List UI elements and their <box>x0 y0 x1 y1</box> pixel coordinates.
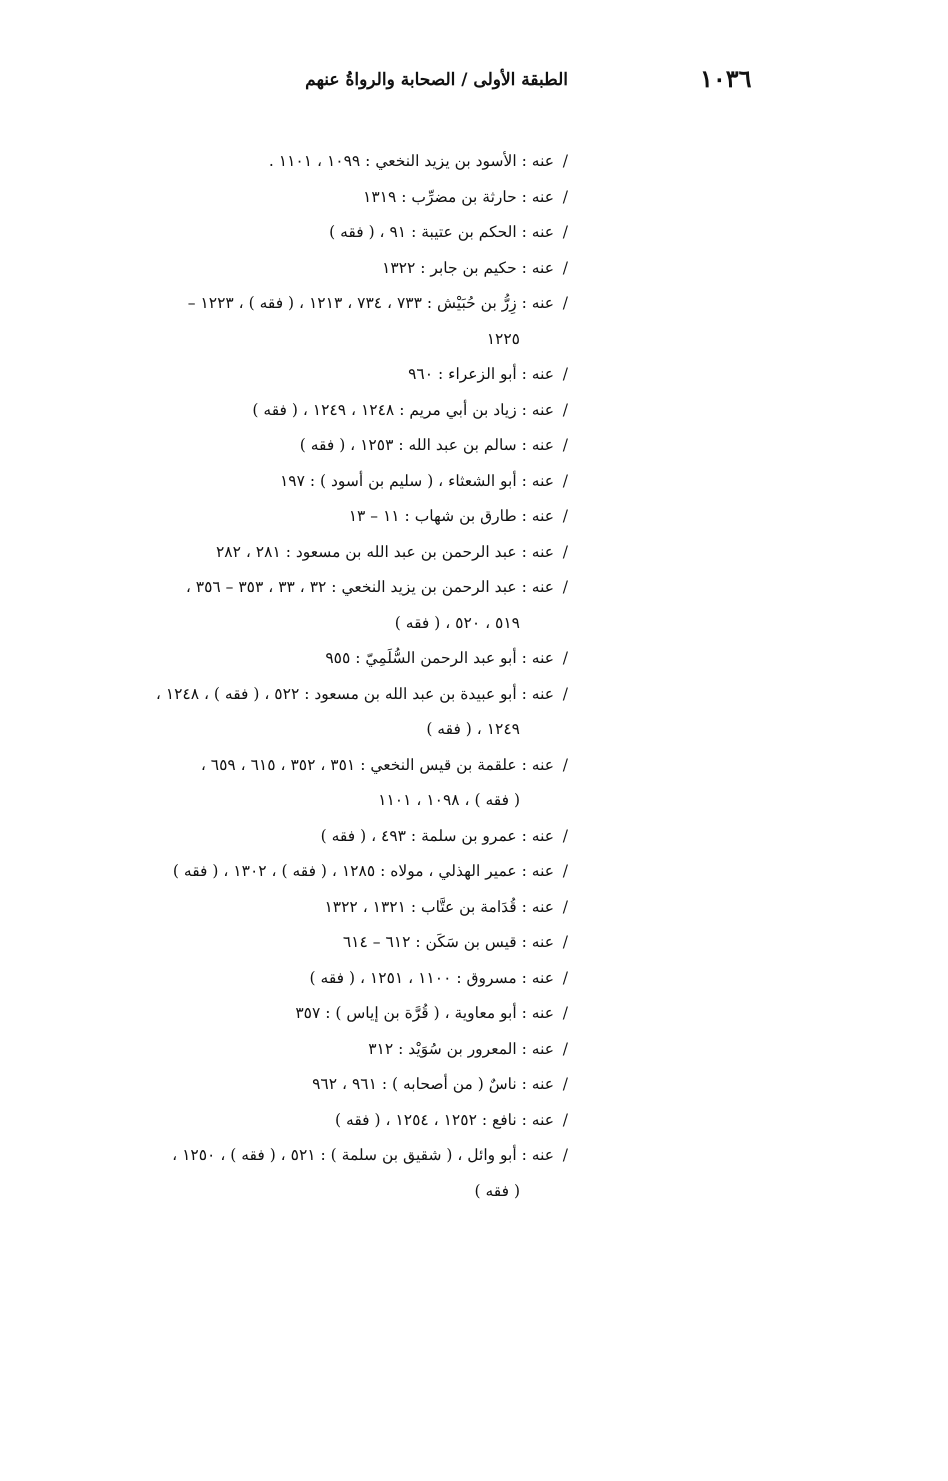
page-header <box>0 64 948 104</box>
entry-text: عنه : سالم بن عبد الله : ١٢٥٣ ، ( فقه ) <box>299 436 554 454</box>
entry-slash-marker: / <box>562 436 568 454</box>
entry-text: عنه : نافع : ١٢٥٢ ، ١٢٥٤ ، ( فقه ) <box>335 1110 554 1129</box>
entry-slash-marker: / <box>562 1110 568 1129</box>
index-entry <box>128 570 568 641</box>
index-entry <box>128 144 568 180</box>
page-number: ١٠٣٦ <box>700 64 752 93</box>
index-entry <box>128 286 568 357</box>
entry-slash-marker: / <box>562 258 568 277</box>
index-entry <box>128 854 568 890</box>
entry-text: عنه : علقمة بن قيس النخعي : ٣٥١ ، ٣٥٢ ، ٦١٥ ، ٦٥٩ ، <box>200 755 554 774</box>
index-entry <box>128 393 568 429</box>
entry-text: عنه : حكيم بن جابر : ١٣٢٢ <box>382 258 554 277</box>
entry-slash-marker: / <box>562 1039 568 1058</box>
entry-text: عنه : عبد الرحمن بن عبد الله بن مسعود : ٢٨١ ، ٢٨٢ <box>215 542 554 561</box>
entry-text: عنه : زياد بن أبي مريم : ١٢٤٨ ، ١٢٤٩ ، ( فقه ) <box>252 400 554 419</box>
entry-slash-marker: / <box>562 1146 568 1164</box>
entry-text: عنه : ناسٌ ( من أصحابه ) : ٩٦١ ، ٩٦٢ <box>312 1075 554 1093</box>
index-entry <box>128 748 568 819</box>
entry-slash-marker: / <box>562 223 568 241</box>
index-entry <box>128 215 568 251</box>
entry-text: عنه : قُدَامة بن عتَّاب : ١٣٢١ ، ١٣٢٢ <box>324 897 554 916</box>
entry-slash-marker: / <box>562 187 568 206</box>
entry-slash-marker: / <box>562 897 568 916</box>
index-entry <box>128 996 568 1032</box>
entry-slash-marker: / <box>562 826 568 845</box>
entry-text: عنه : أبو عبيدة بن عبد الله بن مسعود : ٥٢٢ ، ( فقه ) ، ١٢٤٨ ، <box>155 684 554 703</box>
index-entry <box>128 1067 568 1103</box>
entry-slash-marker: / <box>562 507 568 525</box>
entry-slash-marker: / <box>562 1075 568 1093</box>
index-entry <box>128 890 568 926</box>
index-entry <box>128 357 568 393</box>
entry-continuation-text: ١٢٤٩ ، ( فقه ) <box>426 720 520 738</box>
index-entry <box>128 1032 568 1068</box>
index-entry <box>128 464 568 500</box>
entry-text: عنه : المعرور بن سُوَيْد : ٣١٢ <box>368 1039 554 1058</box>
entry-text: عنه : الحكم بن عتيبة : ٩١ ، ( فقه ) <box>329 223 554 241</box>
entry-slash-marker: / <box>562 933 568 951</box>
index-entry <box>128 1138 568 1209</box>
index-entry <box>128 251 568 287</box>
entry-text: عنه : أبو معاوية ، ( قُرَّة بن إياس ) : ٣٥٧ <box>295 1004 554 1022</box>
entry-text: عنه : عمرو بن سلمة : ٤٩٣ ، ( فقه ) <box>320 826 554 845</box>
index-entry <box>128 1103 568 1139</box>
entry-slash-marker: / <box>562 1004 568 1022</box>
entry-slash-marker: / <box>562 471 568 490</box>
entry-text: عنه : حارثة بن مضرِّب : ١٣١٩ <box>363 187 554 206</box>
running-title: الطبقة الأولى / الصحابة والرواةُ عنهم <box>305 70 568 90</box>
index-entry <box>128 819 568 855</box>
entry-text: عنه : الأسود بن يزيد النخعي : ١٠٩٩ ، ١١٠١ . <box>268 152 554 170</box>
index-entry <box>128 535 568 571</box>
entry-slash-marker: / <box>562 755 568 774</box>
entry-text: عنه : عبد الرحمن بن يزيد النخعي : ٣٢ ، ٣٣ ، ٣٥٣ – ٣٥٦ ، <box>185 578 554 596</box>
index-entry <box>128 499 568 535</box>
entry-continuation-text: ١٢٢٥ <box>486 329 520 348</box>
entry-slash-marker: / <box>562 862 568 880</box>
entry-slash-marker: / <box>562 542 568 561</box>
entry-slash-marker: / <box>562 294 568 312</box>
entry-text: عنه : أبو وائل ، ( شقيق بن سلمة ) : ٥٢١ ، ( فقه ) ، ١٢٥٠ ، <box>172 1146 554 1164</box>
entry-slash-marker: / <box>562 649 568 667</box>
narrator-index-list <box>128 144 568 1209</box>
entry-slash-marker: / <box>562 365 568 383</box>
entry-slash-marker: / <box>562 152 568 170</box>
index-entry <box>128 180 568 216</box>
entry-slash-marker: / <box>562 968 568 987</box>
entry-slash-marker: / <box>562 400 568 419</box>
index-entry <box>128 961 568 997</box>
entry-continuation-text: ( فقه ) <box>474 1181 520 1200</box>
entry-slash-marker: / <box>562 684 568 703</box>
entry-continuation-text: ( فقه ) ، ١٠٩٨ ، ١١٠١ <box>378 791 520 809</box>
index-entry <box>128 925 568 961</box>
entry-slash-marker: / <box>562 578 568 596</box>
entry-text: عنه : أبو الزعراء : ٩٦٠ <box>408 365 554 383</box>
index-entry <box>128 428 568 464</box>
index-entry <box>128 677 568 748</box>
entry-text: عنه : عمير الهذلي ، مولاه : ١٢٨٥ ، ( فقه ) ، ١٣٠٢ ، ( فقه ) <box>172 862 554 880</box>
entry-text: عنه : قيس بن سَكَن : ٦١٢ – ٦١٤ <box>342 933 554 951</box>
entry-continuation-text: ٥١٩ ، ٥٢٠ ، ( فقه ) <box>394 613 520 632</box>
entry-text: عنه : أبو الشعثاء ، ( سليم بن أسود ) : ١٩٧ <box>279 471 554 490</box>
entry-text: عنه : زِرُّ بن حُبَيْش : ٧٣٣ ، ٧٣٤ ، ١٢١٣ ، ( فقه ) ، ١٢٢٣ – <box>187 294 554 312</box>
index-entry <box>128 641 568 677</box>
entry-text: عنه : أبو عبد الرحمن السُّلَمِيّ : ٩٥٥ <box>325 649 554 667</box>
entry-text: عنه : طارق بن شهاب : ١١ – ١٣ <box>348 507 554 525</box>
entry-text: عنه : مسروق : ١١٠٠ ، ١٢٥١ ، ( فقه ) <box>309 968 554 987</box>
